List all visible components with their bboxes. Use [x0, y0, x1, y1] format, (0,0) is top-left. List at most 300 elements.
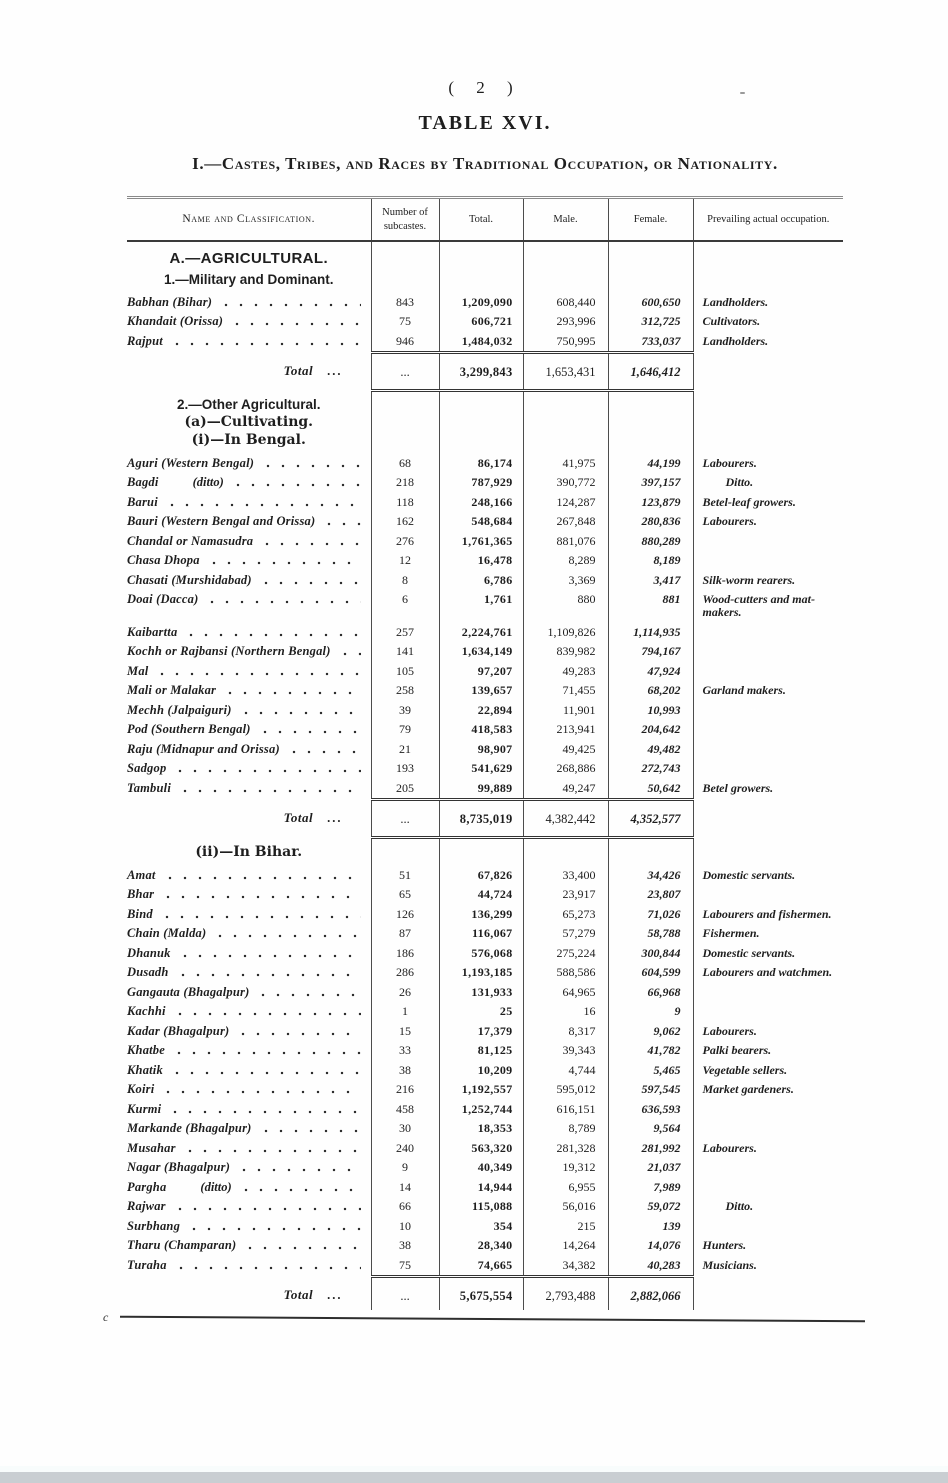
table-row — [127, 570, 843, 590]
empty-cell — [693, 241, 843, 292]
caste-name-cell — [127, 661, 371, 681]
caste-name-cell — [127, 312, 371, 332]
subcastes-cell: 87 — [371, 924, 439, 944]
table-row — [127, 1158, 843, 1178]
caste-name: Chasati (Murshidabad) — [127, 572, 252, 587]
male-cell: 281,328 — [523, 1138, 608, 1158]
dot-leader — [165, 915, 361, 919]
table-row — [127, 473, 843, 493]
subcastes-cell: 218 — [371, 473, 439, 493]
caste-name: Dhanuk — [127, 945, 171, 960]
dot-leader — [235, 322, 360, 326]
occupation-cell — [693, 982, 843, 1002]
total-cell: 3,299,843 — [439, 352, 523, 390]
dot-leader — [236, 483, 361, 487]
total-cell: 1,193,185 — [439, 963, 523, 983]
occupation-cell: Palki bearers. — [693, 1041, 843, 1061]
male-cell: 595,012 — [523, 1080, 608, 1100]
section-heading: (a)—Cultivating. — [184, 414, 314, 431]
male-cell: 39,343 — [523, 1041, 608, 1061]
caste-name-cell — [127, 739, 371, 759]
caste-name: Mali or Malakar — [127, 683, 217, 698]
caste-name: Chandal or Namasudra — [127, 533, 254, 548]
dot-leader — [265, 542, 360, 546]
total-row — [127, 799, 843, 837]
dot-leader — [178, 769, 360, 773]
female-cell: 733,037 — [608, 331, 693, 352]
caste-name: Kachhi — [127, 1004, 166, 1019]
caste-name: Bhar — [127, 887, 155, 902]
dot-leader — [192, 1227, 360, 1231]
table-row — [127, 1099, 843, 1119]
header-row — [127, 198, 843, 242]
female-cell: 40,283 — [608, 1255, 693, 1276]
table-row — [127, 759, 843, 779]
dot-leader — [228, 691, 360, 695]
male-cell: 56,016 — [523, 1197, 608, 1217]
caste-name-cell — [127, 865, 371, 885]
female-cell: 1,646,412 — [608, 352, 693, 390]
male-cell: 839,982 — [523, 642, 608, 662]
dot-leader — [173, 1110, 360, 1114]
occupation-cell — [693, 1216, 843, 1236]
female-cell: 597,545 — [608, 1080, 693, 1100]
caste-name: Turaha — [127, 1257, 167, 1272]
female-cell: 58,788 — [608, 924, 693, 944]
occupation-cell — [693, 720, 843, 740]
male-cell: 16 — [523, 1002, 608, 1022]
dot-leader — [248, 1246, 360, 1250]
caste-name: Pargha — [127, 1179, 167, 1194]
table-row — [127, 1138, 843, 1158]
caste-name: Musahar — [127, 1140, 176, 1155]
margin-mark: c — [103, 1309, 109, 1324]
subcastes-cell: 8 — [371, 570, 439, 590]
subcastes-cell: ... — [371, 352, 439, 390]
caste-name: Khandait (Orissa) — [127, 314, 224, 329]
caste-name: Koiri — [127, 1082, 155, 1097]
caste-name: Amat — [127, 867, 156, 882]
dot-leader — [212, 561, 361, 565]
male-cell: 65,273 — [523, 904, 608, 924]
caste-name-cell — [127, 473, 371, 493]
total-cell: 131,933 — [439, 982, 523, 1002]
male-cell: 14,264 — [523, 1236, 608, 1256]
dot-leader — [266, 464, 360, 468]
male-cell: 71,455 — [523, 681, 608, 701]
male-cell: 213,941 — [523, 720, 608, 740]
col-header-total: Total. — [439, 198, 523, 242]
male-cell: 390,772 — [523, 473, 608, 493]
caste-name-cell — [127, 1119, 371, 1139]
caste-name-cell — [127, 1099, 371, 1119]
total-cell: 563,320 — [439, 1138, 523, 1158]
occupation-cell: Hunters. — [693, 1236, 843, 1256]
male-cell: 880 — [523, 590, 608, 623]
male-cell: 588,586 — [523, 963, 608, 983]
total-cell: 1,209,090 — [439, 292, 523, 312]
total-cell: 116,067 — [439, 924, 523, 944]
empty-cell — [439, 241, 523, 292]
subcastes-cell: 75 — [371, 1255, 439, 1276]
dot-leader — [183, 954, 361, 958]
caste-name: Kaibartta — [127, 624, 178, 639]
section-header-row — [127, 390, 843, 453]
subcastes-cell: 38 — [371, 1060, 439, 1080]
total-cell: 10,209 — [439, 1060, 523, 1080]
occupation-cell: Vegetable sellers. — [693, 1060, 843, 1080]
table-row — [127, 590, 843, 623]
caste-name-cell — [127, 1197, 371, 1217]
male-cell: 64,965 — [523, 982, 608, 1002]
dot-leader — [189, 633, 360, 637]
subcastes-cell: 162 — [371, 512, 439, 532]
female-cell: 7,989 — [608, 1177, 693, 1197]
male-cell: 49,283 — [523, 661, 608, 681]
subcastes-cell: 6 — [371, 590, 439, 623]
empty-cell — [693, 390, 843, 453]
total-cell: 136,299 — [439, 904, 523, 924]
occupation-cell — [693, 700, 843, 720]
total-cell: 787,929 — [439, 473, 523, 493]
caste-name: Surbhang — [127, 1218, 181, 1233]
male-cell: 8,789 — [523, 1119, 608, 1139]
total-cell: 18,353 — [439, 1119, 523, 1139]
section-header-row — [127, 241, 843, 292]
occupation-cell — [693, 531, 843, 551]
subcastes-cell: 26 — [371, 982, 439, 1002]
caste-name: Gangauta (Bhagalpur) — [127, 984, 250, 999]
female-cell: 9,062 — [608, 1021, 693, 1041]
total-cell: 14,944 — [439, 1177, 523, 1197]
page-number: ( 2 ) — [448, 78, 522, 97]
section-heading-cell — [127, 241, 371, 292]
caste-name-cell — [127, 551, 371, 571]
total-cell: 2,224,761 — [439, 622, 523, 642]
total-label-cell — [127, 352, 371, 390]
total-label: Total — [283, 810, 314, 826]
subcastes-cell: 458 — [371, 1099, 439, 1119]
subcastes-cell: 68 — [371, 453, 439, 473]
section-heading: 2.—Other Agricultural. — [176, 397, 321, 413]
dot-leader — [292, 750, 361, 754]
subcastes-cell: 39 — [371, 700, 439, 720]
table-row — [127, 531, 843, 551]
occupation-cell: Silk-worm rearers. — [693, 570, 843, 590]
table-row — [127, 1255, 843, 1276]
section-heading-cell — [127, 390, 371, 453]
subcastes-cell: 38 — [371, 1236, 439, 1256]
table-row — [127, 1177, 843, 1197]
table-row — [127, 1021, 843, 1041]
total-cell: 97,207 — [439, 661, 523, 681]
female-cell: 71,026 — [608, 904, 693, 924]
table-row — [127, 720, 843, 740]
table-row — [127, 1002, 843, 1022]
caste-name: Raju (Midnapur and Orissa) — [127, 741, 280, 756]
dot-leader — [178, 1012, 361, 1016]
male-cell: 750,995 — [523, 331, 608, 352]
caste-name: Markande (Bhagalpur) — [127, 1121, 252, 1136]
table-row — [127, 943, 843, 963]
page-content — [103, 0, 843, 1324]
subcastes-cell: 33 — [371, 1041, 439, 1061]
male-cell: 33,400 — [523, 865, 608, 885]
caste-name-cell — [127, 1080, 371, 1100]
total-cell: 17,379 — [439, 1021, 523, 1041]
table-row — [127, 1041, 843, 1061]
occupation-cell: Ditto. — [693, 1197, 843, 1217]
subcastes-cell: 946 — [371, 331, 439, 352]
caste-name-cell — [127, 904, 371, 924]
total-cell: 115,088 — [439, 1197, 523, 1217]
occupation-cell: Labourers. — [693, 1138, 843, 1158]
occupation-cell: Labourers and fishermen. — [693, 904, 843, 924]
total-cell: 28,340 — [439, 1236, 523, 1256]
male-cell: 3,369 — [523, 570, 608, 590]
occupation-cell: Labourers and watchmen. — [693, 963, 843, 983]
total-cell: 5,675,554 — [439, 1276, 523, 1310]
total-cell: 139,657 — [439, 681, 523, 701]
occupation-cell: Ditto. — [693, 473, 843, 493]
female-cell: 47,924 — [608, 661, 693, 681]
subcastes-cell: 286 — [371, 963, 439, 983]
total-cell: 25 — [439, 1002, 523, 1022]
caste-name: Khatbe — [127, 1043, 166, 1058]
total-cell: 44,724 — [439, 885, 523, 905]
occupation-cell — [693, 1099, 843, 1119]
total-cell: 1,761 — [439, 590, 523, 623]
table-row — [127, 865, 843, 885]
census-table — [127, 196, 843, 1310]
empty-cell — [439, 837, 523, 865]
empty-cell — [523, 837, 608, 865]
female-cell: 14,076 — [608, 1236, 693, 1256]
caste-name: Bauri (Western Bengal and Orissa) — [127, 514, 316, 529]
dot-leader — [343, 652, 361, 656]
female-cell: 66,968 — [608, 982, 693, 1002]
female-cell: 123,879 — [608, 492, 693, 512]
ellipsis: ... — [327, 1288, 343, 1303]
empty-cell — [693, 1276, 843, 1310]
table-row — [127, 622, 843, 642]
section-heading: (i)—In Bengal. — [191, 432, 306, 449]
table-row — [127, 312, 843, 332]
male-cell: 23,917 — [523, 885, 608, 905]
table-row — [127, 551, 843, 571]
table-bottom-rule-area — [103, 1309, 865, 1324]
table-row — [127, 1197, 843, 1217]
caste-name: Rajwar — [127, 1199, 166, 1214]
caste-name-cell — [127, 622, 371, 642]
empty-cell — [523, 241, 608, 292]
table-row — [127, 661, 843, 681]
caste-name-cell — [127, 759, 371, 779]
caste-name-cell — [127, 1158, 371, 1178]
subcastes-cell: 205 — [371, 778, 439, 799]
dot-leader — [175, 342, 361, 346]
subcastes-cell: 186 — [371, 943, 439, 963]
total-cell: 6,786 — [439, 570, 523, 590]
occupation-cell: Betel growers. — [693, 778, 843, 799]
ellipsis: ... — [327, 811, 343, 826]
male-cell: 2,793,488 — [523, 1276, 608, 1310]
subcastes-cell: 1 — [371, 1002, 439, 1022]
male-cell: 41,975 — [523, 453, 608, 473]
table-row — [127, 739, 843, 759]
male-cell: 268,886 — [523, 759, 608, 779]
female-cell: 44,199 — [608, 453, 693, 473]
occupation-cell: Fishermen. — [693, 924, 843, 944]
caste-name: Rajput — [127, 333, 163, 348]
dot-leader — [177, 1051, 360, 1055]
empty-cell — [693, 352, 843, 390]
caste-name-cell — [127, 963, 371, 983]
caste-name-cell — [127, 531, 371, 551]
dot-leader — [218, 934, 360, 938]
total-cell: 1,634,149 — [439, 642, 523, 662]
dot-leader — [179, 1266, 361, 1270]
male-cell: 267,848 — [523, 512, 608, 532]
total-cell: 418,583 — [439, 720, 523, 740]
total-label: Total — [283, 1287, 314, 1303]
male-cell: 616,151 — [523, 1099, 608, 1119]
caste-name-cell — [127, 982, 371, 1002]
total-row — [127, 1276, 843, 1310]
female-cell: 880,289 — [608, 531, 693, 551]
occupation-cell — [693, 1119, 843, 1139]
total-cell: 354 — [439, 1216, 523, 1236]
female-cell: 34,426 — [608, 865, 693, 885]
male-cell: 19,312 — [523, 1158, 608, 1178]
occupation-cell: Wood-cutters and mat-makers. — [693, 590, 843, 623]
occupation-cell — [693, 1177, 843, 1197]
female-cell: 881 — [608, 590, 693, 623]
occupation-cell: Labourers. — [693, 512, 843, 532]
occupation-cell: Garland makers. — [693, 681, 843, 701]
total-cell: 541,629 — [439, 759, 523, 779]
caste-name: Babhan (Bihar) — [127, 294, 213, 309]
total-cell: 16,478 — [439, 551, 523, 571]
male-cell: 1,109,826 — [523, 622, 608, 642]
male-cell: 8,317 — [523, 1021, 608, 1041]
subcastes-cell: 276 — [371, 531, 439, 551]
empty-cell — [608, 390, 693, 453]
empty-cell — [608, 837, 693, 865]
subcastes-cell: 240 — [371, 1138, 439, 1158]
caste-name-cell — [127, 1060, 371, 1080]
caste-name-cell — [127, 331, 371, 352]
female-cell: 8,189 — [608, 551, 693, 571]
subcastes-cell: 10 — [371, 1216, 439, 1236]
dot-leader — [210, 600, 360, 604]
dot-leader — [160, 672, 360, 676]
caste-name-cell — [127, 778, 371, 799]
table-row — [127, 924, 843, 944]
dot-leader — [183, 789, 360, 793]
dot-leader — [181, 973, 361, 977]
female-cell: 794,167 — [608, 642, 693, 662]
female-cell: 636,593 — [608, 1099, 693, 1119]
caste-name-cell — [127, 642, 371, 662]
ellipsis: ... — [327, 364, 343, 379]
caste-name-cell — [127, 590, 371, 623]
caste-name: Pod (Southern Bengal) — [127, 722, 251, 737]
female-cell: 50,642 — [608, 778, 693, 799]
table-row — [127, 904, 843, 924]
table-row — [127, 1216, 843, 1236]
male-cell: 275,224 — [523, 943, 608, 963]
female-cell: 5,465 — [608, 1060, 693, 1080]
dot-leader — [264, 1129, 361, 1133]
total-cell: 1,192,557 — [439, 1080, 523, 1100]
table-row — [127, 885, 843, 905]
occupation-cell — [693, 739, 843, 759]
table-row — [127, 1080, 843, 1100]
section-heading: A.—AGRICULTURAL. — [169, 250, 329, 268]
occupation-cell: Domestic servants. — [693, 865, 843, 885]
occupation-cell — [693, 885, 843, 905]
male-cell: 4,744 — [523, 1060, 608, 1080]
dot-leader — [188, 1149, 361, 1153]
subcastes-cell: 9 — [371, 1158, 439, 1178]
subcastes-cell: 193 — [371, 759, 439, 779]
female-cell: 3,417 — [608, 570, 693, 590]
table-body — [127, 241, 843, 1310]
col-header-occupation: Prevailing actual occupation. — [693, 198, 843, 242]
section-heading: 1.—Military and Dominant. — [163, 272, 334, 288]
female-cell: 68,202 — [608, 681, 693, 701]
total-cell: 1,252,744 — [439, 1099, 523, 1119]
female-cell: 281,992 — [608, 1138, 693, 1158]
dot-leader — [175, 1071, 361, 1075]
table-row — [127, 1119, 843, 1139]
dot-leader — [166, 895, 360, 899]
scrollbar-horizontal[interactable] — [0, 1466, 948, 1483]
empty-cell — [371, 241, 439, 292]
male-cell: 8,289 — [523, 551, 608, 571]
subcastes-cell: 21 — [371, 739, 439, 759]
occupation-cell: Labourers. — [693, 1021, 843, 1041]
dot-leader — [166, 1090, 360, 1094]
empty-cell — [693, 837, 843, 865]
total-cell: 1,484,032 — [439, 331, 523, 352]
table-row — [127, 512, 843, 532]
female-cell: 4,352,577 — [608, 799, 693, 837]
total-cell: 67,826 — [439, 865, 523, 885]
caste-name: Nagar (Bhagalpur) — [127, 1160, 231, 1175]
total-label: Total — [283, 363, 314, 379]
subcastes-cell: 75 — [371, 312, 439, 332]
female-cell: 204,642 — [608, 720, 693, 740]
female-cell: 49,482 — [608, 739, 693, 759]
section-heading: (ii)—In Bihar. — [195, 844, 303, 861]
caste-name-cell — [127, 1002, 371, 1022]
occupation-cell — [693, 1002, 843, 1022]
empty-cell — [371, 390, 439, 453]
table-title: TABLE XVI. — [418, 112, 552, 134]
total-cell: 606,721 — [439, 312, 523, 332]
subcastes-cell: 51 — [371, 865, 439, 885]
caste-name: Kadar (Bhagalpur) — [127, 1023, 230, 1038]
occupation-cell — [693, 1158, 843, 1178]
total-cell: 98,907 — [439, 739, 523, 759]
subcastes-cell: 66 — [371, 1197, 439, 1217]
male-cell: 6,955 — [523, 1177, 608, 1197]
subcastes-cell: 15 — [371, 1021, 439, 1041]
total-cell: 86,174 — [439, 453, 523, 473]
dot-leader — [263, 730, 361, 734]
